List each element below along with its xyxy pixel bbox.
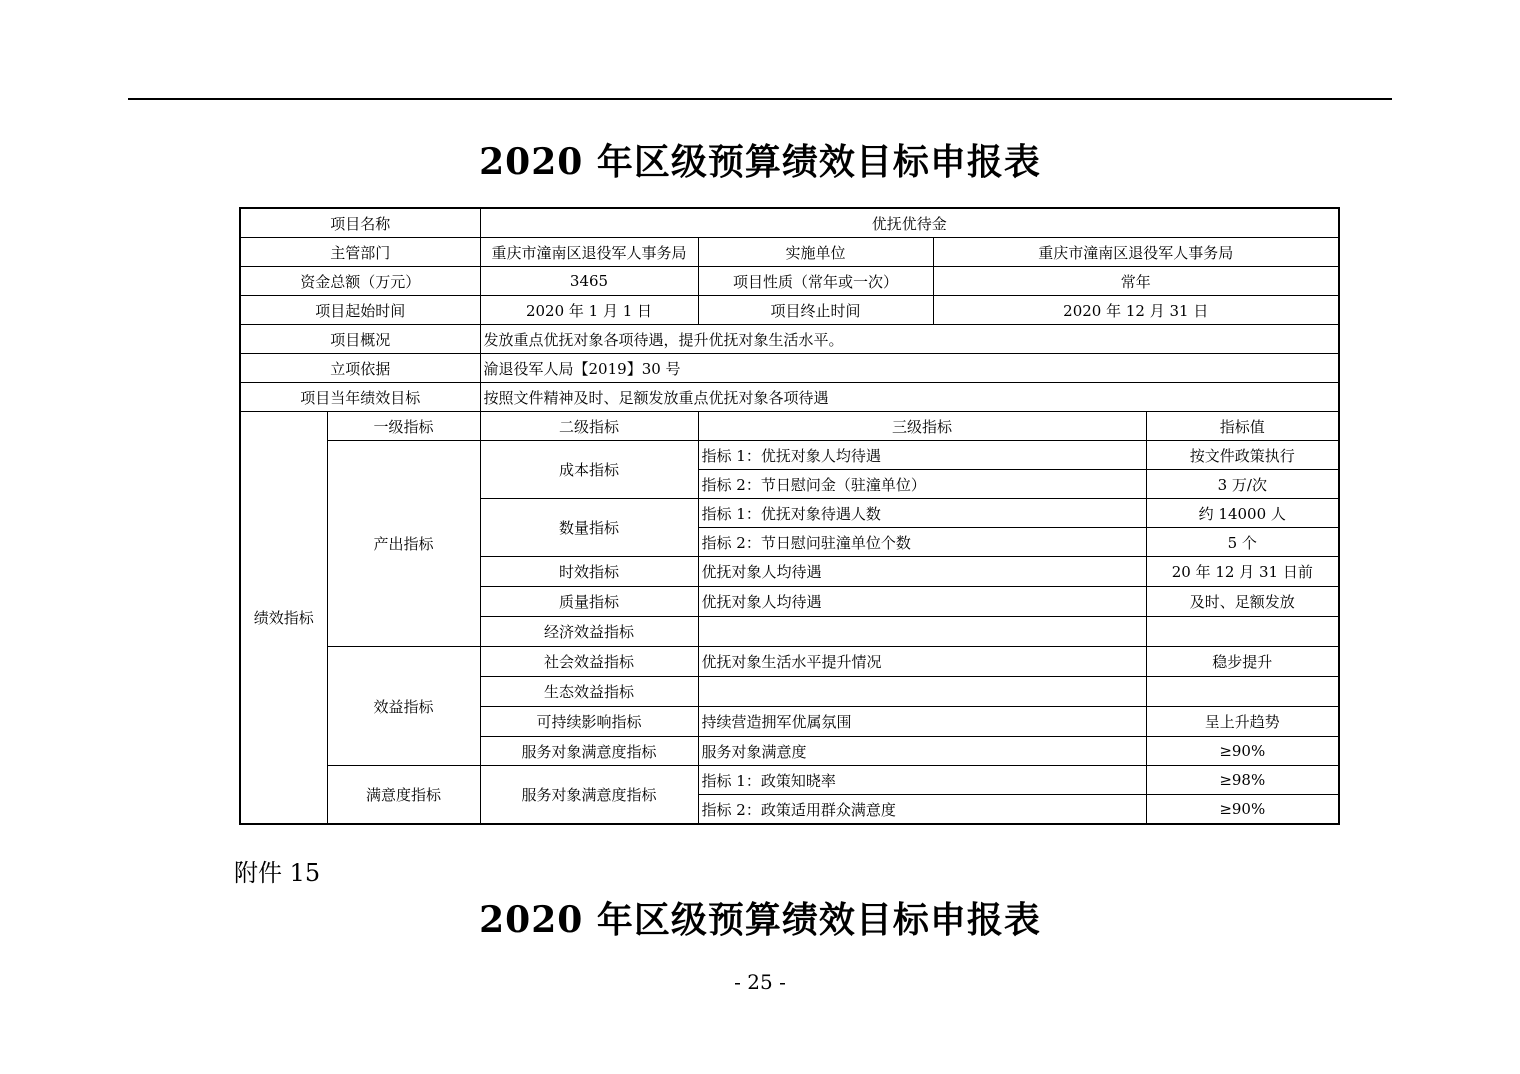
basis-value: 渝退役军人局【2019】30 号 (480, 354, 1339, 383)
quantity-row-1-value: 约 14000 人 (1146, 499, 1339, 528)
funds-value: 3465 (480, 267, 698, 296)
goal-value: 按照文件精神及时、足额发放重点优抚对象各项待遇 (480, 383, 1339, 412)
ecological-desc (698, 677, 1146, 707)
ecological-indicator-label: 生态效益指标 (480, 677, 698, 707)
end-value: 2020 年 12 月 31 日 (933, 296, 1339, 325)
page-number: - 25 - (734, 970, 786, 994)
quantity-indicator-label: 数量指标 (480, 499, 698, 557)
social-indicator-label: 社会效益指标 (480, 647, 698, 677)
start-label: 项目起始时间 (240, 296, 480, 325)
row-basis (240, 354, 1339, 383)
satisfaction-row-1-value: ≥98% (1146, 766, 1339, 795)
timeliness-value: 20 年 12 月 31 日前 (1146, 557, 1339, 587)
header-level1: 一级指标 (327, 412, 480, 441)
row-project-name (240, 208, 1339, 238)
goal-label: 项目当年绩效目标 (240, 383, 480, 412)
project-name-label: 项目名称 (240, 208, 480, 238)
row-satisfaction-1 (240, 766, 1339, 795)
sustainable-indicator-label: 可持续影响指标 (480, 707, 698, 737)
satisfaction-row-1-desc: 指标 1：政策知晓率 (698, 766, 1146, 795)
page-title: 2020 年区级预算绩效目标申报表 (479, 141, 1041, 183)
sustainable-desc: 持续营造拥军优属氛围 (698, 707, 1146, 737)
row-funds (240, 267, 1339, 296)
row-goal (240, 383, 1339, 412)
service-benefit-value: ≥90% (1146, 737, 1339, 766)
ecological-value (1146, 677, 1339, 707)
header-level3: 三级指标 (698, 412, 1146, 441)
satisfaction-row-2-desc: 指标 2：政策适用群众满意度 (698, 795, 1146, 825)
funds-label: 资金总额（万元） (240, 267, 480, 296)
sustainable-value: 呈上升趋势 (1146, 707, 1339, 737)
end-label: 项目终止时间 (698, 296, 933, 325)
overview-label: 项目概况 (240, 325, 480, 354)
quantity-row-2-value: 5 个 (1146, 528, 1339, 557)
row-overview (240, 325, 1339, 354)
benefit-indicators-label: 效益指标 (327, 647, 480, 766)
overview-value: 发放重点优抚对象各项待遇，提升优抚对象生活水平。 (480, 325, 1339, 354)
satisfaction-row-2-value: ≥90% (1146, 795, 1339, 825)
nature-value: 常年 (933, 267, 1339, 296)
quality-desc: 优抚对象人均待遇 (698, 587, 1146, 617)
economic-indicator-label: 经济效益指标 (480, 617, 698, 647)
header-level2: 二级指标 (480, 412, 698, 441)
row-social (240, 647, 1339, 677)
performance-target-table (239, 207, 1340, 825)
row-department (240, 238, 1339, 267)
cost-row-2-desc: 指标 2：节日慰问金（驻潼单位） (698, 470, 1146, 499)
cost-indicator-label: 成本指标 (480, 441, 698, 499)
basis-label: 立项依据 (240, 354, 480, 383)
performance-indicators-label: 绩效指标 (240, 412, 327, 825)
output-indicators-label: 产出指标 (327, 441, 480, 647)
satisfaction-indicators-label: 满意度指标 (327, 766, 480, 825)
social-value: 稳步提升 (1146, 647, 1339, 677)
row-indicator-header (240, 412, 1339, 441)
quality-indicator-label: 质量指标 (480, 587, 698, 617)
service-benefit-desc: 服务对象满意度 (698, 737, 1146, 766)
cost-row-2-value: 3 万/次 (1146, 470, 1339, 499)
project-name-value: 优抚优待金 (480, 208, 1339, 238)
start-value: 2020 年 1 月 1 日 (480, 296, 698, 325)
cost-row-1-value: 按文件政策执行 (1146, 441, 1339, 470)
economic-desc (698, 617, 1146, 647)
timeliness-desc: 优抚对象人均待遇 (698, 557, 1146, 587)
timeliness-indicator-label: 时效指标 (480, 557, 698, 587)
quantity-row-2-desc: 指标 2：节日慰问驻潼单位个数 (698, 528, 1146, 557)
row-cost-1 (240, 441, 1339, 470)
cost-row-1-desc: 指标 1：优抚对象人均待遇 (698, 441, 1146, 470)
social-desc: 优抚对象生活水平提升情况 (698, 647, 1146, 677)
second-page-title: 2020 年区级预算绩效目标申报表 (479, 899, 1041, 941)
top-rule (128, 98, 1392, 100)
service-satisfaction-indicator-label: 服务对象满意度指标 (480, 766, 698, 825)
nature-label: 项目性质（常年或一次） (698, 267, 933, 296)
economic-value (1146, 617, 1339, 647)
department-label: 主管部门 (240, 238, 480, 267)
implementer-value: 重庆市潼南区退役军人事务局 (933, 238, 1339, 267)
row-dates (240, 296, 1339, 325)
service-benefit-indicator-label: 服务对象满意度指标 (480, 737, 698, 766)
quality-value: 及时、足额发放 (1146, 587, 1339, 617)
implementer-label: 实施单位 (698, 238, 933, 267)
department-value: 重庆市潼南区退役军人事务局 (480, 238, 698, 267)
quantity-row-1-desc: 指标 1：优抚对象待遇人数 (698, 499, 1146, 528)
header-value: 指标值 (1146, 412, 1339, 441)
attachment-label: 附件 15 (234, 859, 321, 887)
